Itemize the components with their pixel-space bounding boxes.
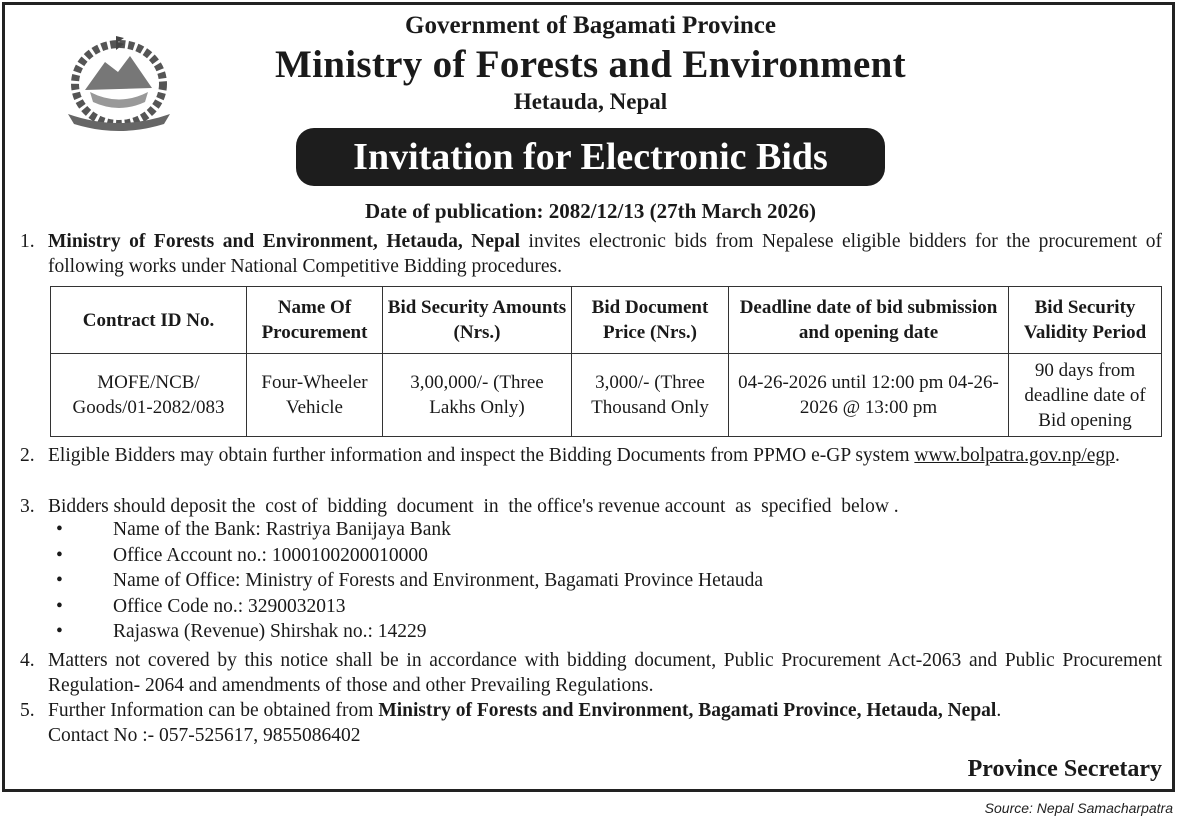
header-procurement: Name Of Procurement (247, 287, 383, 354)
contact-numbers: Contact No :- 057-525617, 9855086402 (48, 725, 361, 746)
item-number: 1. (20, 231, 35, 252)
item-4 (20, 648, 1162, 698)
item-number: 3. (20, 496, 35, 517)
header-deadline: Deadline date of bid submission and opening date (729, 287, 1009, 354)
header-bid-security: Bid Security Amounts (Nrs.) (383, 287, 572, 354)
publication-date: Date of publication: 2082/12/13 (27th March 2026) (364, 199, 817, 223)
item-number: 2. (20, 445, 35, 466)
cell-document-price: 3,000/- (Three Thousand Only (572, 354, 729, 437)
government-name: Government of Bagamati Province (405, 12, 776, 39)
item-text: Eligible Bidders may obtain further information and inspect the Bidding Documents from PPMO e-GP system (48, 445, 915, 466)
header-document-price: Bid Document Price (Nrs.) (572, 287, 729, 354)
revenue-code: Rajaswa (Revenue) Shirshak no.: 14229 (113, 621, 427, 642)
item-text: Bidders should deposit the cost of bidding document in the office's revenue account as specified below . (48, 496, 899, 517)
office-name: Name of Office: Ministry of Forests and Environment, Bagamati Province Hetauda (113, 570, 764, 591)
table-header-row (51, 287, 1162, 354)
egp-link[interactable]: www.bolpatra.gov.np/egp (914, 445, 1115, 466)
bullet-icon: • (56, 570, 63, 591)
bullet-icon: • (56, 519, 63, 540)
header-validity: Bid Security Validity Period (1009, 287, 1162, 354)
period: . (996, 700, 1002, 721)
item-5 (20, 698, 1162, 748)
bid-table (50, 286, 1162, 437)
office-code: Office Code no.: 3290032013 (113, 596, 346, 617)
ministry-bold: Ministry of Forests and Environment, Hetauda, Nepal (48, 231, 520, 252)
header-contract-id: Contract ID No. (51, 287, 247, 354)
account-number: Office Account no.: 1000100200010000 (113, 545, 428, 566)
ministry-name: Ministry of Forests and Environment (275, 43, 906, 86)
ministry-bold: Ministry of Forests and Environment, Bagamati Province, Hetauda, Nepal (378, 700, 997, 721)
notice-title: Invitation for Electronic Bids (296, 128, 885, 186)
source-credit: Source: Nepal Samacharpatra (984, 800, 1173, 816)
item-3 (20, 494, 1162, 519)
cell-deadline: 04-26-2026 until 12:00 pm 04-26-2026 @ 13:00 pm (729, 354, 1009, 437)
cell-bid-security: 3,00,000/- (Three Lakhs Only) (383, 354, 572, 437)
cell-validity: 90 days from deadline date of Bid opening (1009, 354, 1162, 437)
item-text: Matters not covered by this notice shall be in accordance with bidding document, Public Procurement Act-2063 and Public Procurement Regulation- 2064 and amendments of those and other Prevailing Regulations. (48, 650, 1162, 696)
item-text: Further Information can be obtained from (48, 700, 379, 721)
cell-procurement: Four-Wheeler Vehicle (247, 354, 383, 437)
table-row (51, 354, 1162, 437)
bank-name: Name of the Bank: Rastriya Banijaya Bank (113, 519, 451, 540)
item-text: invites electronic bids from Nepalese eligible bidders for the procurement of following works under National Competitive Bidding procedures. (48, 231, 1162, 277)
bullet-icon: • (56, 596, 63, 617)
item-2 (20, 443, 1162, 468)
bullet-icon: • (56, 621, 63, 642)
location: Hetauda, Nepal (513, 89, 668, 114)
cell-contract-id: MOFE/NCB/ Goods/01-2082/083 (51, 354, 247, 437)
bullet-icon: • (56, 545, 63, 566)
signature: Province Secretary (967, 756, 1162, 782)
item-number: 5. (20, 700, 35, 721)
item-number: 4. (20, 650, 35, 671)
period: . (1114, 445, 1120, 466)
item-1 (20, 229, 1162, 279)
